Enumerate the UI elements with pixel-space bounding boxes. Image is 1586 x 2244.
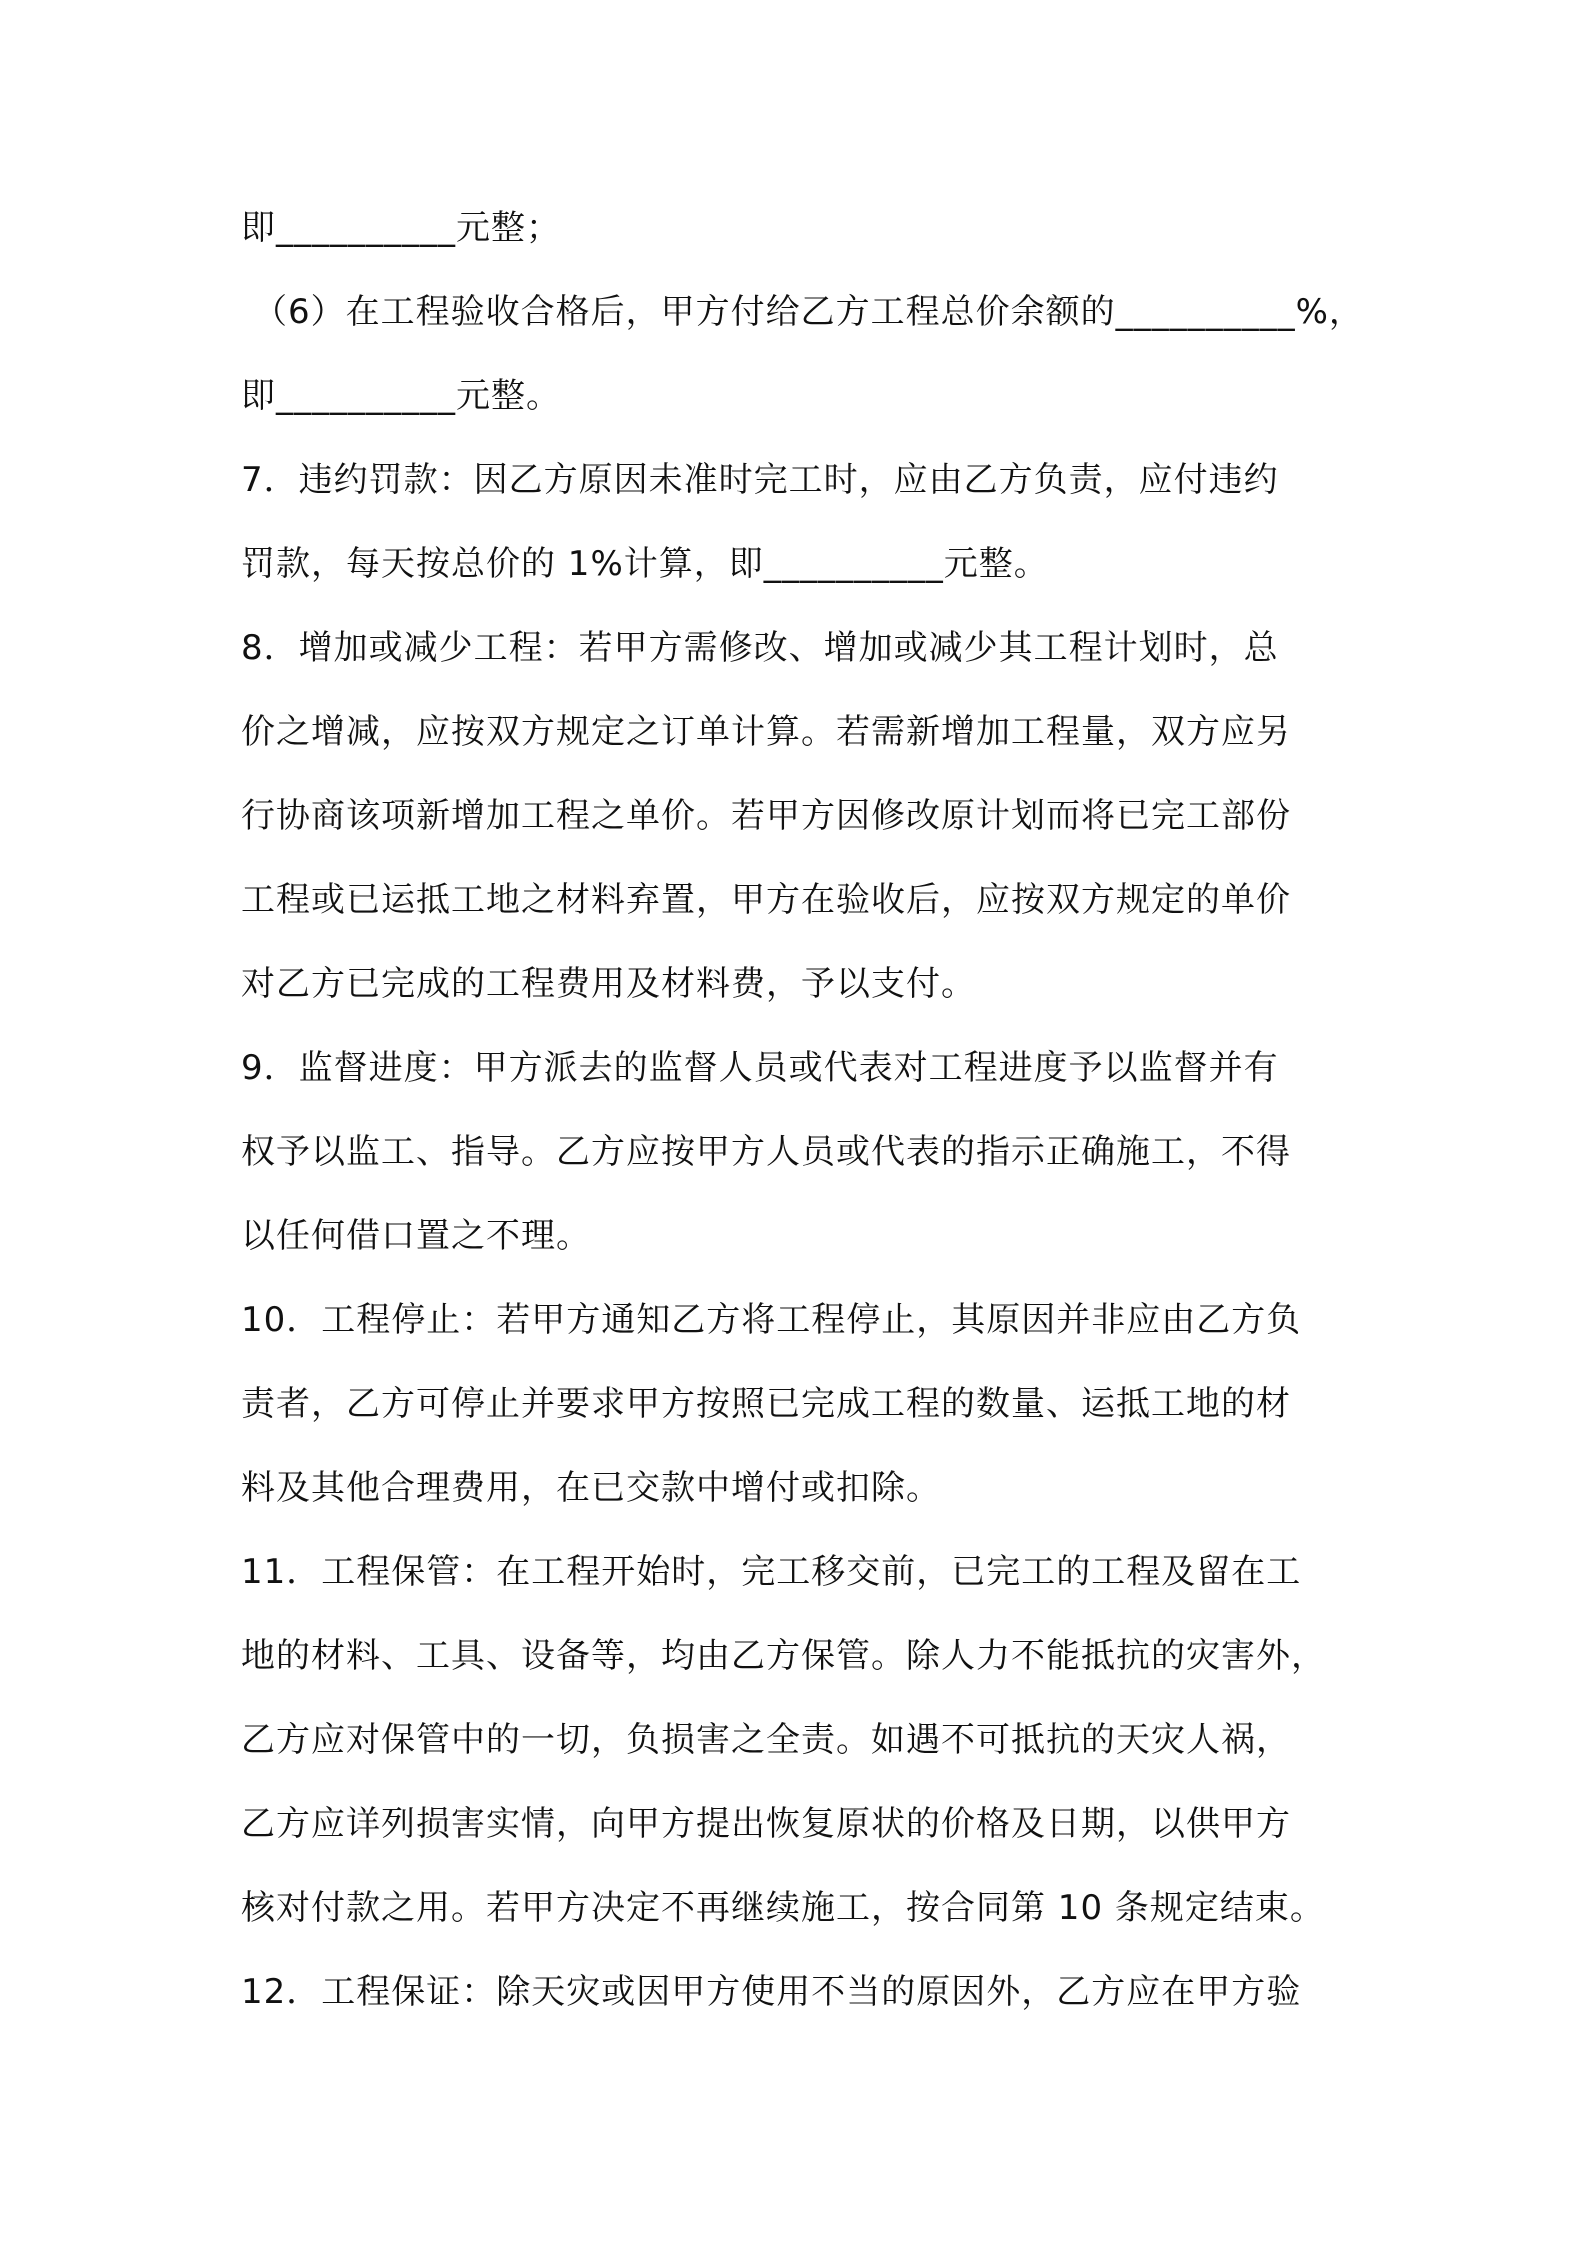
- text-line: 权予以监工、指导。乙方应按甲方人员或代表的指示正确施工，不得: [241, 1132, 1291, 1172]
- text-line: 9．监督进度：甲方派去的监督人员或代表对工程进度予以监督并有: [241, 1048, 1279, 1088]
- text-line: （6）在工程验收合格后，甲方付给乙方工程总价余额的__________%，: [253, 292, 1364, 332]
- text-line: 即__________元整。: [241, 376, 561, 416]
- text-line: 工程或已运抵工地之材料弃置，甲方在验收后，应按双方规定的单价: [241, 880, 1291, 920]
- text-line: 11．工程保管：在工程开始时，完工移交前，已完工的工程及留在工: [241, 1552, 1302, 1592]
- text-line: 责者，乙方可停止并要求甲方按照已完成工程的数量、运抵工地的材: [241, 1384, 1291, 1424]
- text-line: 罚款，每天按总价的 1%计算，即__________元整。: [241, 544, 1049, 584]
- text-line: 乙方应对保管中的一切，负损害之全责。如遇不可抵抗的天灾人祸，: [241, 1720, 1291, 1760]
- text-line: 即__________元整；: [241, 208, 561, 248]
- text-line: 以任何借口置之不理。: [241, 1216, 591, 1256]
- text-line: 乙方应详列损害实情，向甲方提出恢复原状的价格及日期，以供甲方: [241, 1804, 1291, 1844]
- text-line: 料及其他合理费用，在已交款中增付或扣除。: [241, 1468, 941, 1508]
- text-line: 12．工程保证：除天灾或因甲方使用不当的原因外，乙方应在甲方验: [241, 1972, 1302, 2012]
- text-line: 核对付款之用。若甲方决定不再继续施工，按合同第 10 条规定结束。: [241, 1888, 1325, 1928]
- text-line: 行协商该项新增加工程之单价。若甲方因修改原计划而将已完工部份: [241, 796, 1291, 836]
- text-line: 对乙方已完成的工程费用及材料费，予以支付。: [241, 964, 976, 1004]
- text-line: 10．工程停止：若甲方通知乙方将工程停止，其原因并非应由乙方负: [241, 1300, 1302, 1340]
- text-line: 价之增减，应按双方规定之订单计算。若需新增加工程量，双方应另: [241, 712, 1291, 752]
- text-line: 8．增加或减少工程：若甲方需修改、增加或减少其工程计划时，总: [241, 628, 1279, 668]
- text-line: 地的材料、工具、设备等，均由乙方保管。除人力不能抵抗的灾害外，: [241, 1636, 1326, 1676]
- text-line: 7．违约罚款：因乙方原因未准时完工时，应由乙方负责，应付违约: [241, 460, 1279, 500]
